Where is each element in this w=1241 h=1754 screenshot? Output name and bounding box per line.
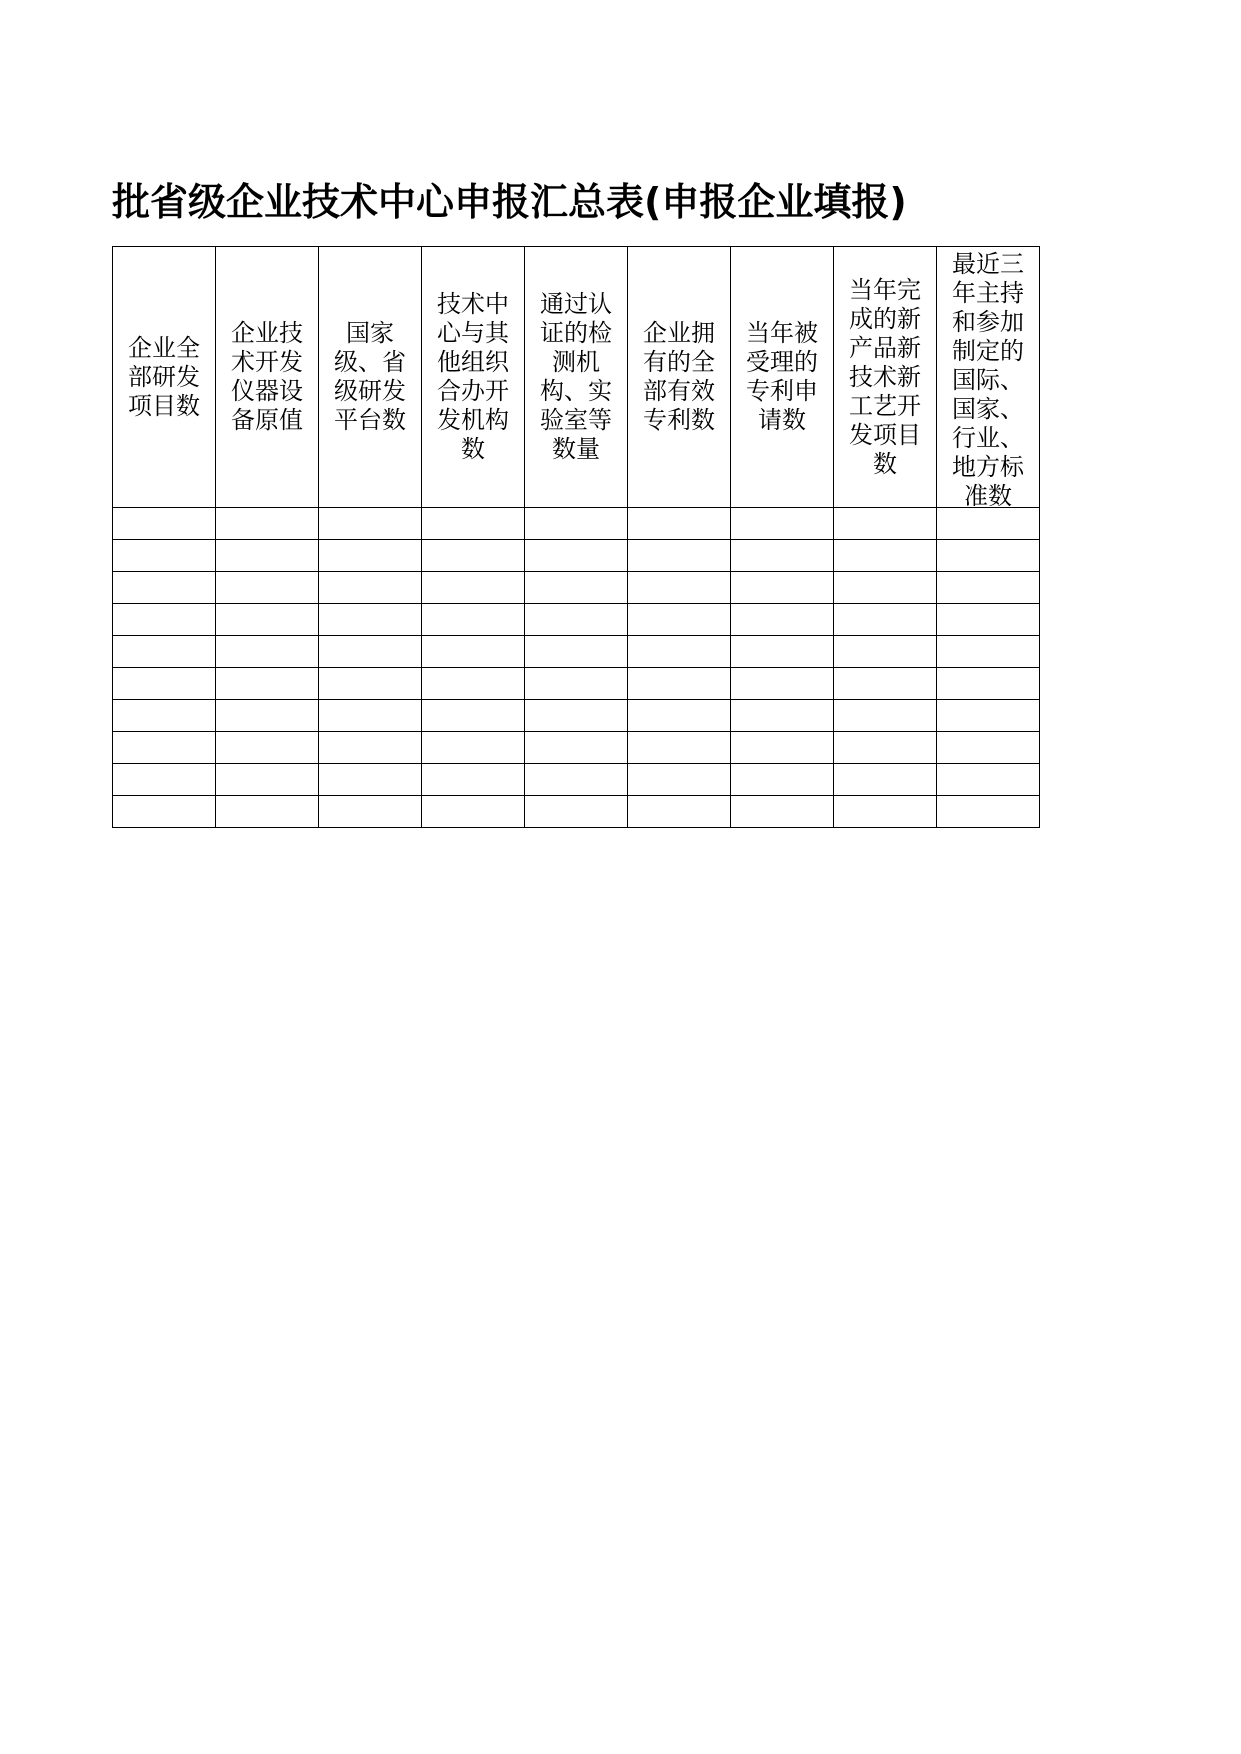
table-cell[interactable] xyxy=(216,668,319,700)
table-cell[interactable] xyxy=(525,764,628,796)
table-cell[interactable] xyxy=(937,508,1040,540)
column-header xyxy=(113,247,216,508)
table-cell[interactable] xyxy=(834,636,937,668)
table-cell[interactable] xyxy=(113,636,216,668)
table-cell[interactable] xyxy=(113,508,216,540)
table-cell[interactable] xyxy=(834,764,937,796)
table-row xyxy=(113,764,1040,796)
column-header xyxy=(422,247,525,508)
table-cell[interactable] xyxy=(937,604,1040,636)
table-header-row xyxy=(113,247,1040,508)
table-cell[interactable] xyxy=(319,572,422,604)
table-cell[interactable] xyxy=(422,764,525,796)
table-row xyxy=(113,508,1040,540)
table-cell[interactable] xyxy=(628,604,731,636)
column-header-label: 当年完成的新产品新技术新工艺开发项目数 xyxy=(849,275,921,478)
table-cell[interactable] xyxy=(319,508,422,540)
table-cell[interactable] xyxy=(422,636,525,668)
table-cell[interactable] xyxy=(834,668,937,700)
table-cell[interactable] xyxy=(113,700,216,732)
table-cell[interactable] xyxy=(731,540,834,572)
table-cell[interactable] xyxy=(834,796,937,828)
column-header-label: 当年被受理的专利申请数 xyxy=(746,319,818,434)
table-cell[interactable] xyxy=(525,700,628,732)
table-cell[interactable] xyxy=(525,796,628,828)
column-header xyxy=(834,247,937,508)
table-cell[interactable] xyxy=(422,572,525,604)
column-header-label: 企业拥有的全部有效专利数 xyxy=(643,319,715,434)
table-cell[interactable] xyxy=(113,540,216,572)
table-cell[interactable] xyxy=(216,508,319,540)
table-cell[interactable] xyxy=(113,572,216,604)
table-cell[interactable] xyxy=(731,796,834,828)
table-cell[interactable] xyxy=(422,668,525,700)
table-cell[interactable] xyxy=(422,732,525,764)
table-row xyxy=(113,796,1040,828)
table-cell[interactable] xyxy=(216,700,319,732)
column-header xyxy=(628,247,731,508)
table-cell[interactable] xyxy=(628,540,731,572)
table-cell[interactable] xyxy=(525,508,628,540)
page-title: 批省级企业技术中心申报汇总表(申报企业填报) xyxy=(112,180,907,224)
table-body xyxy=(113,508,1040,828)
table-cell[interactable] xyxy=(113,796,216,828)
table-cell[interactable] xyxy=(525,572,628,604)
table-cell[interactable] xyxy=(216,540,319,572)
column-header-label: 企业全部研发项目数 xyxy=(128,333,200,420)
table-cell[interactable] xyxy=(628,732,731,764)
column-header-label: 最近三年主持和参加制定的国际、国家、行业、地方标准数 xyxy=(952,249,1024,506)
column-header-label: 企业技术开发仪器设备原值 xyxy=(231,319,303,434)
table-cell[interactable] xyxy=(731,700,834,732)
table-cell[interactable] xyxy=(216,572,319,604)
table-cell[interactable] xyxy=(937,700,1040,732)
table-cell[interactable] xyxy=(937,572,1040,604)
table-cell[interactable] xyxy=(731,732,834,764)
table-cell[interactable] xyxy=(319,732,422,764)
table-cell[interactable] xyxy=(319,540,422,572)
table-cell[interactable] xyxy=(422,508,525,540)
column-header xyxy=(525,247,628,508)
column-header xyxy=(937,247,1040,508)
table-cell[interactable] xyxy=(216,796,319,828)
table-cell[interactable] xyxy=(525,604,628,636)
table-cell[interactable] xyxy=(937,764,1040,796)
table-cell[interactable] xyxy=(319,796,422,828)
table-cell[interactable] xyxy=(525,540,628,572)
table-row xyxy=(113,604,1040,636)
table-cell[interactable] xyxy=(216,636,319,668)
column-header xyxy=(319,247,422,508)
table-cell[interactable] xyxy=(731,508,834,540)
table-cell[interactable] xyxy=(422,604,525,636)
table-row xyxy=(113,668,1040,700)
table-cell[interactable] xyxy=(319,668,422,700)
table-cell[interactable] xyxy=(628,764,731,796)
table-row xyxy=(113,572,1040,604)
column-header-label: 技术中心与其他组织合办开发机构数 xyxy=(437,290,509,463)
table-cell[interactable] xyxy=(319,604,422,636)
table-cell[interactable] xyxy=(937,636,1040,668)
table-cell[interactable] xyxy=(834,700,937,732)
table-cell[interactable] xyxy=(525,636,628,668)
table-cell[interactable] xyxy=(834,604,937,636)
table-cell[interactable] xyxy=(834,732,937,764)
table-cell[interactable] xyxy=(319,636,422,668)
table-cell[interactable] xyxy=(422,700,525,732)
table-cell[interactable] xyxy=(216,604,319,636)
table-cell[interactable] xyxy=(731,572,834,604)
column-header-label: 通过认证的检测机构、实验室等数量 xyxy=(540,290,612,463)
table-row xyxy=(113,636,1040,668)
table-cell[interactable] xyxy=(422,540,525,572)
table-cell[interactable] xyxy=(319,700,422,732)
table-cell[interactable] xyxy=(937,540,1040,572)
table-cell[interactable] xyxy=(113,732,216,764)
table-row xyxy=(113,700,1040,732)
table-cell[interactable] xyxy=(319,764,422,796)
table-cell[interactable] xyxy=(937,668,1040,700)
table-cell[interactable] xyxy=(731,636,834,668)
table-cell[interactable] xyxy=(216,732,319,764)
table-cell[interactable] xyxy=(422,796,525,828)
table-cell[interactable] xyxy=(834,540,937,572)
table-cell[interactable] xyxy=(628,668,731,700)
table-cell[interactable] xyxy=(628,700,731,732)
table-cell[interactable] xyxy=(628,796,731,828)
column-header-label: 国家级、省级研发平台数 xyxy=(334,319,406,434)
column-header xyxy=(216,247,319,508)
table-cell[interactable] xyxy=(113,604,216,636)
table-cell[interactable] xyxy=(937,796,1040,828)
table-cell[interactable] xyxy=(834,572,937,604)
table-cell[interactable] xyxy=(937,732,1040,764)
table-cell[interactable] xyxy=(731,604,834,636)
table-cell[interactable] xyxy=(216,764,319,796)
table-cell[interactable] xyxy=(525,732,628,764)
table-cell[interactable] xyxy=(731,668,834,700)
summary-table xyxy=(112,246,1040,828)
table-row xyxy=(113,540,1040,572)
table-cell[interactable] xyxy=(731,764,834,796)
table-cell[interactable] xyxy=(525,668,628,700)
table-cell[interactable] xyxy=(628,508,731,540)
table-cell[interactable] xyxy=(834,508,937,540)
table-cell[interactable] xyxy=(628,572,731,604)
table-cell[interactable] xyxy=(628,636,731,668)
table-row xyxy=(113,732,1040,764)
table-cell[interactable] xyxy=(113,764,216,796)
column-header xyxy=(731,247,834,508)
table-cell[interactable] xyxy=(113,668,216,700)
